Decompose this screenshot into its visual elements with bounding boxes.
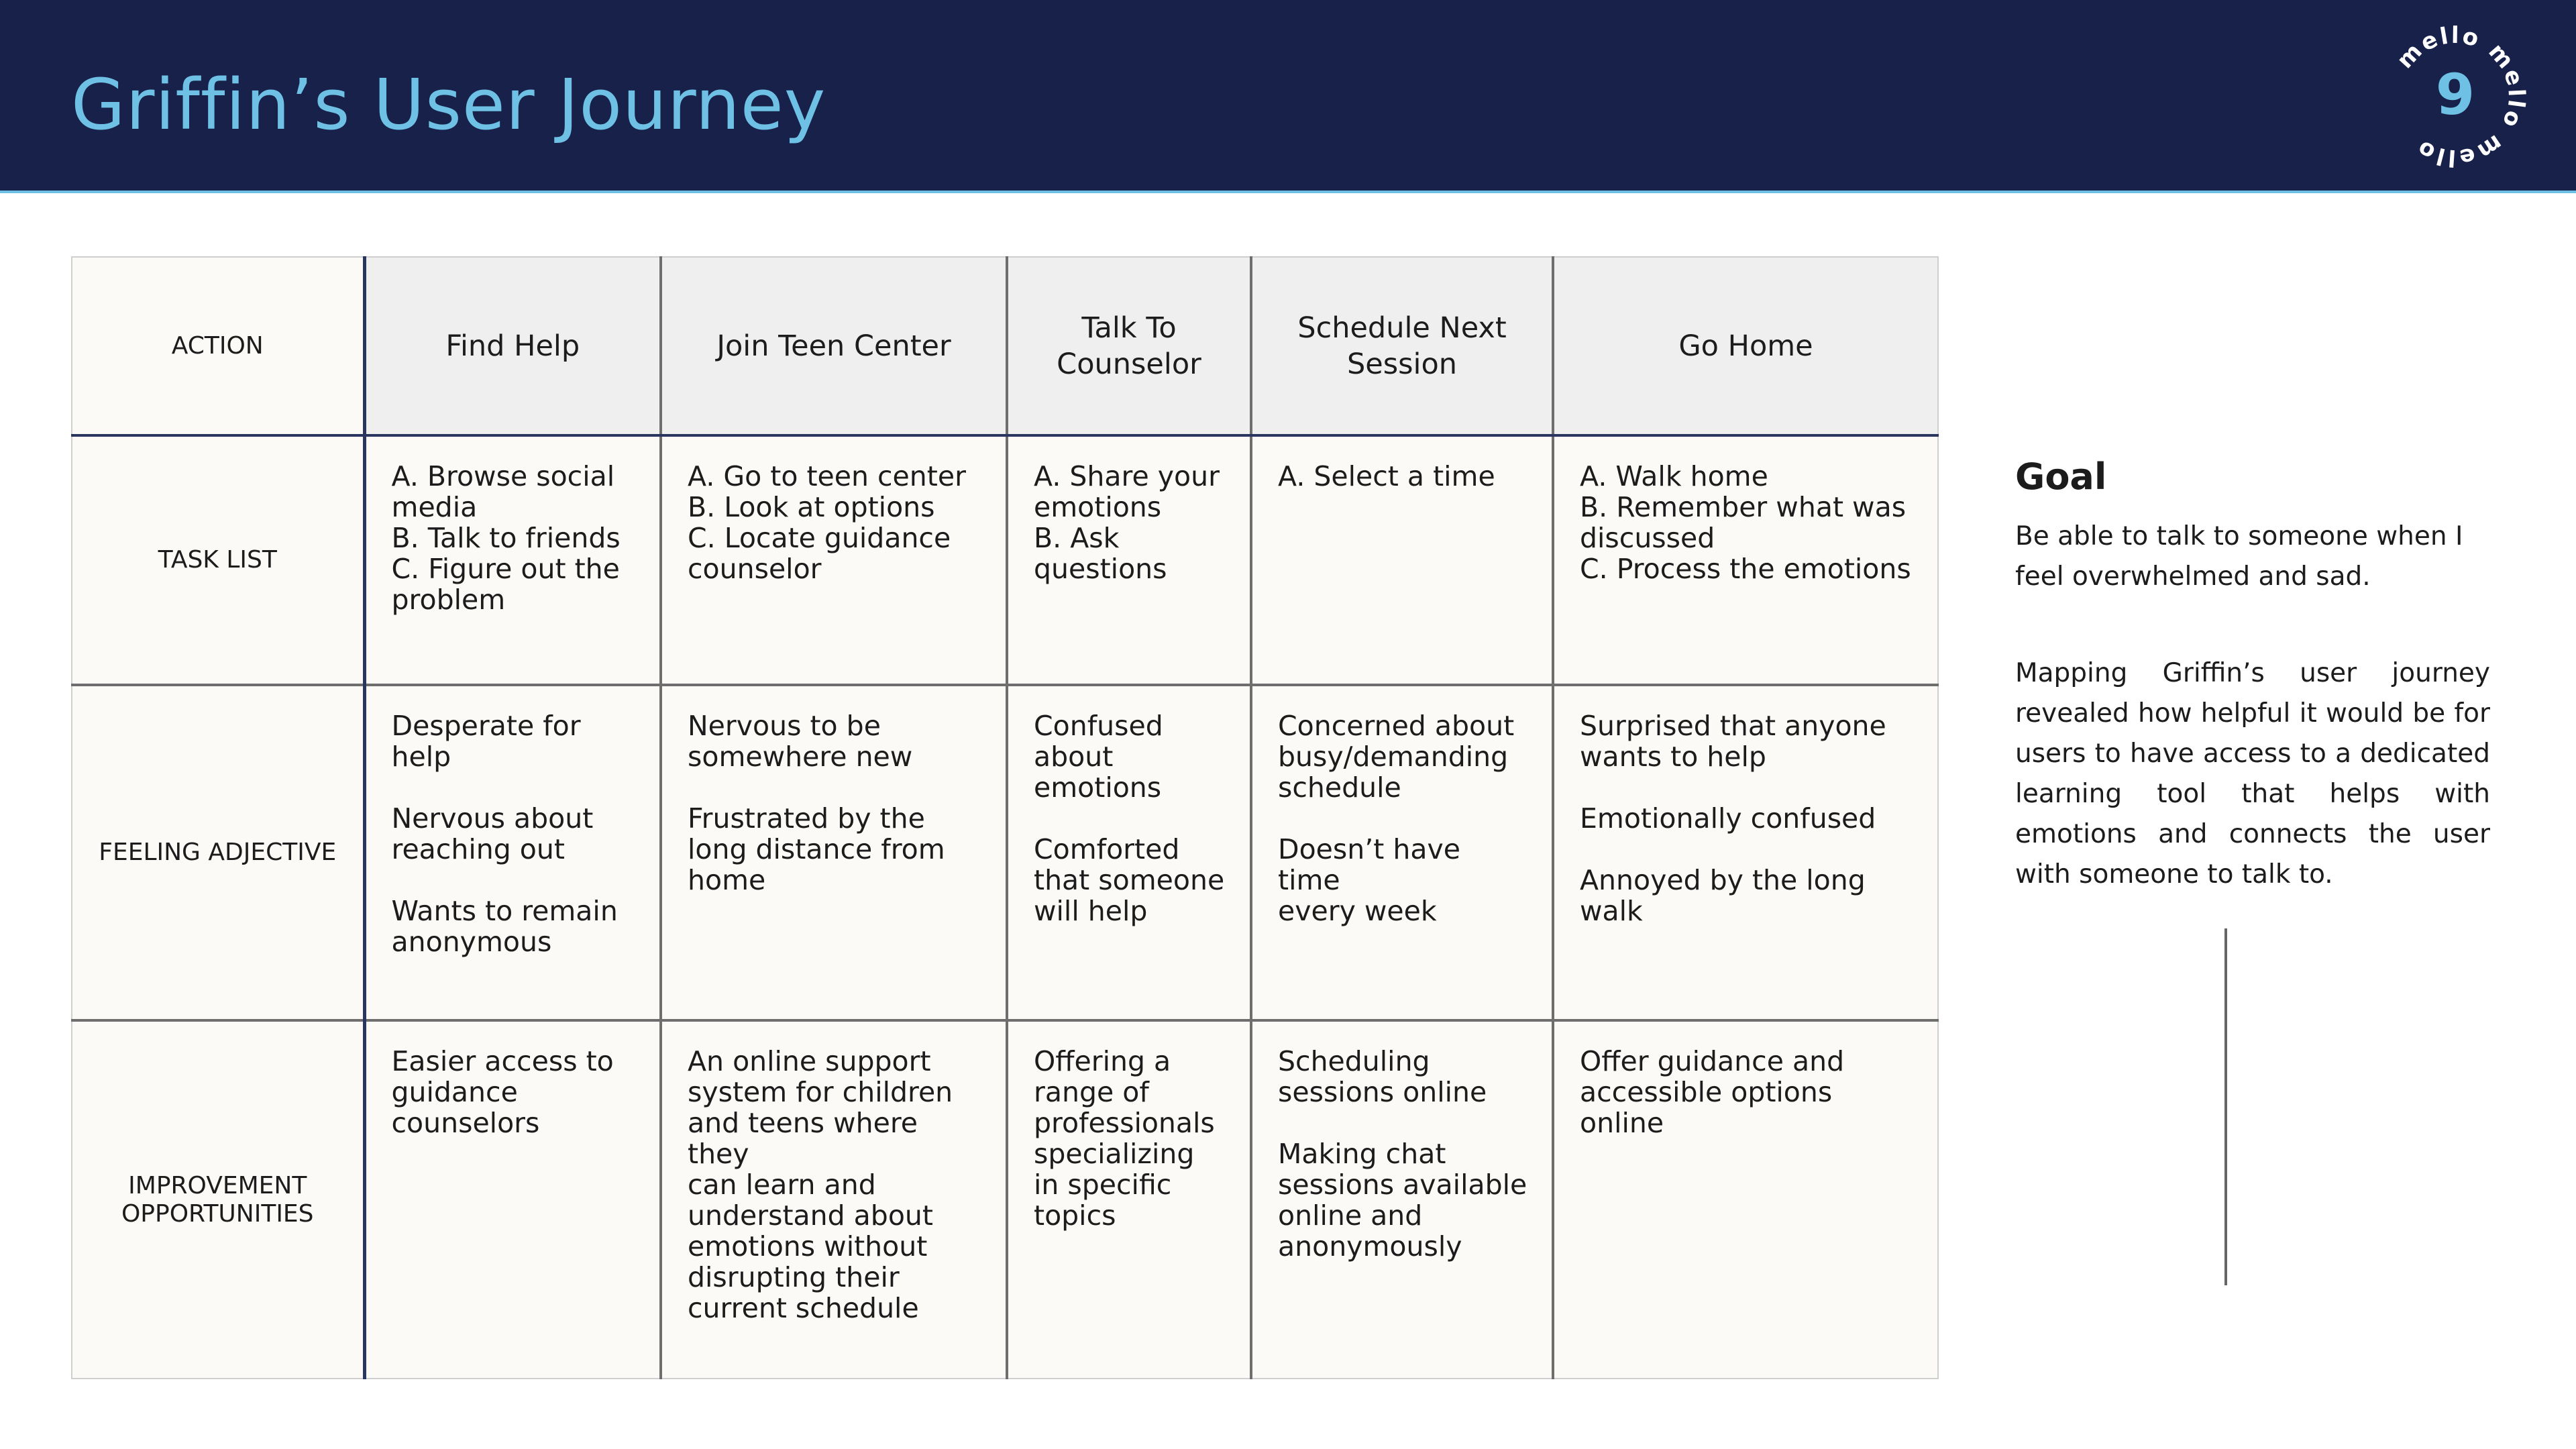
improvement-cell: An online support system for children and teens where they can learn and understand about emotions without disrupting their current schedule <box>661 1020 1007 1379</box>
goal-heading: Goal <box>2015 455 2107 498</box>
row-label-task-list: TASK LIST <box>72 435 364 685</box>
mello-logo-icon <box>2377 19 2533 174</box>
row-label-feeling: FEELING ADJECTIVE <box>72 685 364 1020</box>
feeling-cell: Desperate for help Nervous about reaching out Wants to remain anonymous <box>364 685 661 1020</box>
row-label-improvement: IMPROVEMENT OPPORTUNITIES <box>72 1020 364 1379</box>
action-cell: Talk To Counselor <box>1007 257 1251 435</box>
goal-text: Be able to talk to someone when I feel overwhelmed and sad. <box>2015 521 2463 592</box>
action-cell: Schedule Next Session <box>1251 257 1553 435</box>
improvement-row <box>72 1020 1938 1379</box>
action-cell: Join Teen Center <box>661 257 1007 435</box>
feeling-row <box>72 685 1938 1020</box>
task-cell: A. Browse social media B. Talk to friends C. Figure out the problem <box>364 435 661 685</box>
vertical-divider <box>2224 928 2227 1285</box>
improvement-cell: Scheduling sessions online Making chat sessions available online and anonymously <box>1251 1020 1553 1379</box>
page-title: Griffin’s User Journey <box>71 64 826 146</box>
improvement-cell: Easier access to guidance counselors <box>364 1020 661 1379</box>
journey-summary: Mapping Griffin’s user journey revealed how helpful it would be for users to have access to a dedicated learning tool that helps with emotions and connects the user with someone to talk to. <box>2015 658 2490 890</box>
svg-text:mello mello mello: mello mello mello <box>2392 21 2530 172</box>
feeling-cell: Confused about emotions Comforted that someone will help <box>1007 685 1251 1020</box>
feeling-cell: Concerned about busy/demanding schedule Doesn’t have time every week <box>1251 685 1553 1020</box>
task-cell: A. Share your emotions B. Ask questions <box>1007 435 1251 685</box>
user-journey-table <box>71 256 1939 1379</box>
improvement-cell: Offering a range of professionals specializing in specific topics <box>1007 1020 1251 1379</box>
action-cell: Find Help <box>364 257 661 435</box>
task-cell: A. Walk home B. Remember what was discussed C. Process the emotions <box>1553 435 1938 685</box>
task-cell: A. Select a time <box>1251 435 1553 685</box>
header-bar <box>0 0 2576 193</box>
feeling-cell: Nervous to be somewhere new Frustrated by the long distance from home <box>661 685 1007 1020</box>
task-list-row <box>72 435 1938 685</box>
svg-text:9: 9 <box>2435 62 2475 127</box>
action-row <box>72 257 1938 435</box>
action-cell: Go Home <box>1553 257 1938 435</box>
row-label-action: ACTION <box>72 257 364 435</box>
feeling-cell: Surprised that anyone wants to help Emotionally confused Annoyed by the long walk <box>1553 685 1938 1020</box>
task-cell: A. Go to teen center B. Look at options C. Locate guidance counselor <box>661 435 1007 685</box>
improvement-cell: Offer guidance and accessible options online <box>1553 1020 1938 1379</box>
